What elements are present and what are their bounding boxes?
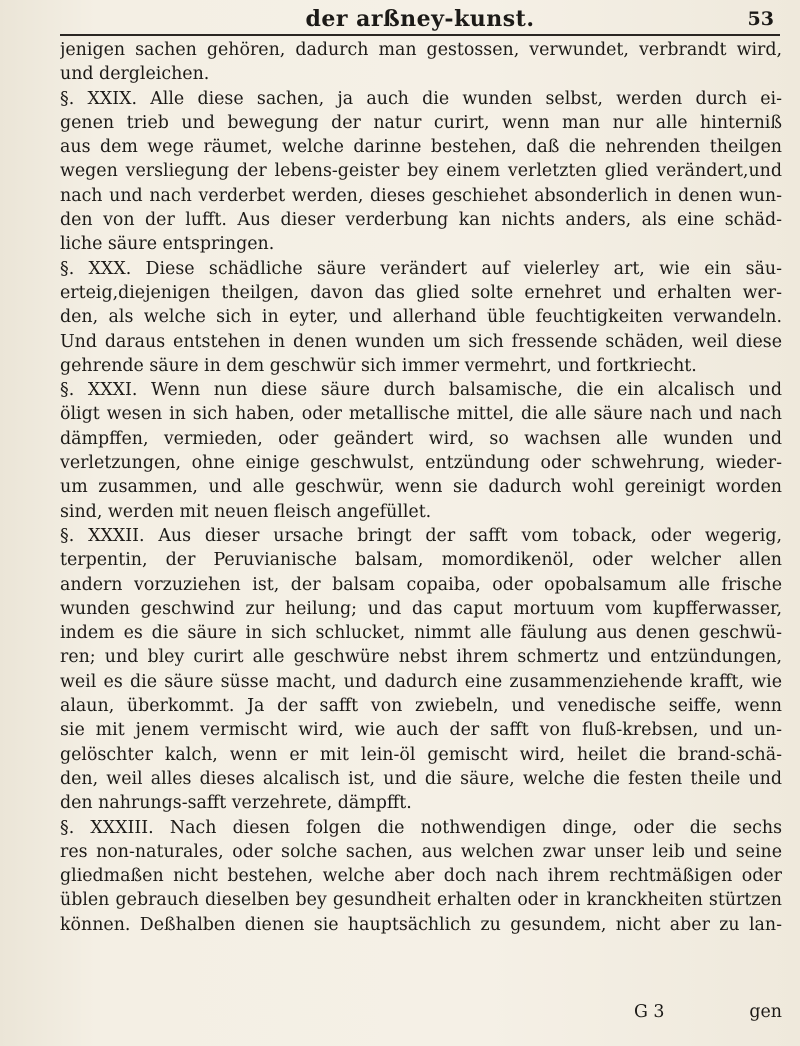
text-line: den von der lufft. Aus dieser verderbung kan nichts anders, als eine schäd- xyxy=(60,210,782,231)
text-line: alaun, überkommt. Ja der safft von zwiebeln, und venedische seiffe, wenn xyxy=(60,696,782,717)
text-line: und dergleichen. xyxy=(60,64,210,85)
text-line: wunden geschwind zur heilung; und das caput mortuum vom kupfferwasser, xyxy=(60,598,782,619)
running-title: der arßney-kunst. xyxy=(305,6,535,32)
text-line: §. XXXII. Aus dieser ursache bringt der safft vom toback, oder wegerig, xyxy=(60,525,782,546)
text-line: andern vorzuziehen ist, der balsam copaiba, oder opobalsamum alle frische xyxy=(60,574,782,595)
text-line: sind, werden mit neuen fleisch angefüllet. xyxy=(60,501,432,522)
text-line: den nahrungs-safft verzehrete, dämpfft. xyxy=(60,793,412,814)
page-number: 53 xyxy=(747,8,774,30)
page-header xyxy=(60,6,780,34)
text-line: aus dem wege räumet, welche darinne bestehen, daß die nehrenden theilgen xyxy=(60,137,782,158)
text-line: gehrende säure in dem geschwür sich immer vermehrt, und fortkriecht. xyxy=(60,355,697,376)
text-line: sie mit jenem vermischt wird, wie auch der safft von fluß-krebsen, und un- xyxy=(60,720,782,741)
signature-mark: G 3 xyxy=(634,1002,665,1022)
text-line: terpentin, der Peruvianische balsam, momordikenöl, oder welcher allen xyxy=(60,550,782,571)
text-line: jenigen sachen gehören, dadurch man gestossen, verwundet, verbrandt wird, xyxy=(60,40,782,60)
text-line: Und daraus entstehen in denen wunden um sich fressende schäden, weil diese xyxy=(60,331,782,352)
text-line: nach und nach verderbet werden, dieses geschiehet absonderlich in denen wun- xyxy=(60,185,782,206)
catchword: gen xyxy=(749,1002,782,1022)
text-line: weil es die säure süsse macht, und dadurch eine zusammenziehende krafft, wie xyxy=(60,671,782,692)
text-line: gliedmaßen nicht bestehen, welche aber doch nach ihrem rechtmäßigen oder xyxy=(60,866,782,887)
text-line: öligt wesen in sich haben, oder metallische mittel, die alle säure nach und nach xyxy=(60,404,782,425)
text-line: verletzungen, ohne einige geschwulst, entzündung oder schwehrung, wieder- xyxy=(60,453,782,474)
page-footer xyxy=(60,1002,782,1026)
text-line: §. XXX. Diese schädliche säure verändert auf vielerley art, wie ein säu- xyxy=(60,258,782,279)
text-line: §. XXXI. Wenn nun diese säure durch balsamische, die ein alcalisch und xyxy=(60,380,782,401)
body-text xyxy=(60,38,782,937)
text-line: res non-naturales, oder solche sachen, aus welchen zwar unser leib und seine xyxy=(60,841,782,862)
text-line: §. XXXIII. Nach diesen folgen die nothwendigen dinge, oder die sechs xyxy=(60,817,782,838)
text-line: §. XXIX. Alle diese sachen, ja auch die wunden selbst, werden durch ei- xyxy=(60,88,782,109)
text-line: wegen versliegung der lebens-geister bey einem verletzten glied verändert,und xyxy=(60,161,782,182)
text-line: den, weil alles dieses alcalisch ist, und die säure, welche die festen theile und xyxy=(60,768,782,789)
header-rule xyxy=(60,34,780,36)
text-line: gelöschter kalch, wenn er mit lein-öl gemischt wird, heilet die brand-schä- xyxy=(60,744,782,765)
text-line: können. Deßhalben dienen sie hauptsächlich zu gesundem, nicht aber zu lan- xyxy=(60,914,782,935)
text-line: um zusammen, und alle geschwür, wenn sie dadurch wohl gereinigt worden xyxy=(60,477,782,498)
text-line: indem es die säure in sich schlucket, nimmt alle fäulung aus denen geschwü- xyxy=(60,623,782,644)
text-line: genen trieb und bewegung der natur curirt, wenn man nur alle hinterniß xyxy=(60,112,782,133)
text-line: dämpffen, vermieden, oder geändert wird, so wachsen alle wunden und xyxy=(60,428,782,449)
text-line: den, als welche sich in eyter, und allerhand üble feuchtigkeiten verwandeln. xyxy=(60,307,782,328)
text-line: erteig,diejenigen theilgen, davon das glied solte ernehret und erhalten wer- xyxy=(60,282,782,303)
text-line: liche säure entspringen. xyxy=(60,234,275,255)
text-line: üblen gebrauch dieselben bey gesundheit erhalten oder in kranckheiten stürtzen xyxy=(60,890,782,911)
text-line: ren; und bley curirt alle geschwüre nebst ihrem schmertz und entzündungen, xyxy=(60,647,782,668)
